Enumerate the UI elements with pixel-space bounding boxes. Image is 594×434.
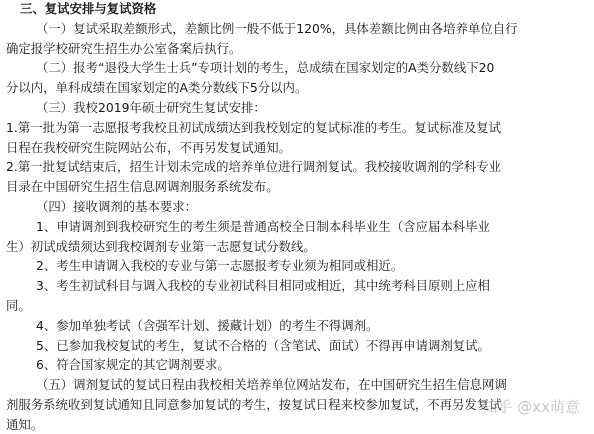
- zhihu-watermark: 知乎 @xx萌意: [482, 398, 580, 416]
- text-line: 日程在我校研究生院网站公布，不再另发复试通知。: [6, 139, 291, 155]
- text-line: 2.第一批复试结束后，招生计划未完成的培养单位进行调剂复试。我校接收调剂的学科专业: [6, 159, 502, 175]
- text-line: 生）初试成绩须达到我校调剂专业第一志愿复试分数线。: [6, 238, 316, 254]
- text-line: 1、申请调剂到我校研究生的考生须是普通高校全日制本科毕业生（含应届本科毕业: [36, 218, 490, 234]
- text-line: （四）接收调剂的基本要求：: [36, 199, 198, 214]
- text-line: 通知。: [6, 416, 44, 432]
- text-line: 4、参加单独考试（含强军计划、援藏计划）的考生不得调剂。: [36, 317, 379, 333]
- text-line: 同。: [6, 298, 31, 313]
- text-line: 6、符合国家规定的其它调剂要求。: [36, 357, 230, 373]
- text-line: 确定报学校研究生招生办公室备案后执行。: [6, 40, 242, 56]
- text-line: （三）我校2019年硕士研究生复试安排：: [36, 100, 266, 115]
- text-line: 分以内，单科成绩在国家划定的A类分数线下5分以内。: [6, 80, 308, 96]
- text-line: 2、考生申请调入我校的专业与第一志愿报考专业须为相同或相近。: [36, 258, 404, 274]
- text-line: 5、已参加我校复试的考生，复试不合格的（含笔试、面试）不得再申请调剂复试。: [36, 337, 490, 353]
- text-line: 目录在中国研究生招生信息网调剂服务系统发布。: [6, 179, 279, 195]
- text-line: （一）复试采取差额形式，差额比例一般不低于120%，具体差额比例由各培养单位自行: [36, 20, 518, 36]
- section-heading: 三、复试安排与复试资格: [20, 1, 157, 16]
- text-line: （五）调剂复试的复试日程由我校相关培养单位网站发布，在中国研究生招生信息网调: [36, 377, 507, 393]
- text-line: 3、考生初试科目与调入我校的专业初试科目相同或相近，其中统考科目原则上应相: [36, 278, 490, 294]
- text-line: 1.第一批为第一志愿报考我校且初试成绩达到我校划定的复试标准的考生。复试标准及复试: [6, 119, 502, 135]
- text-line: 剂服务系统收到复试通知且同意参加复试的考生，按复试日程来校参加复试，不再另发复试: [6, 397, 502, 412]
- text-line: （二）报考“退役大学生士兵”专项计划的考生，总成绩在国家划定的A类分数线下20: [36, 60, 495, 76]
